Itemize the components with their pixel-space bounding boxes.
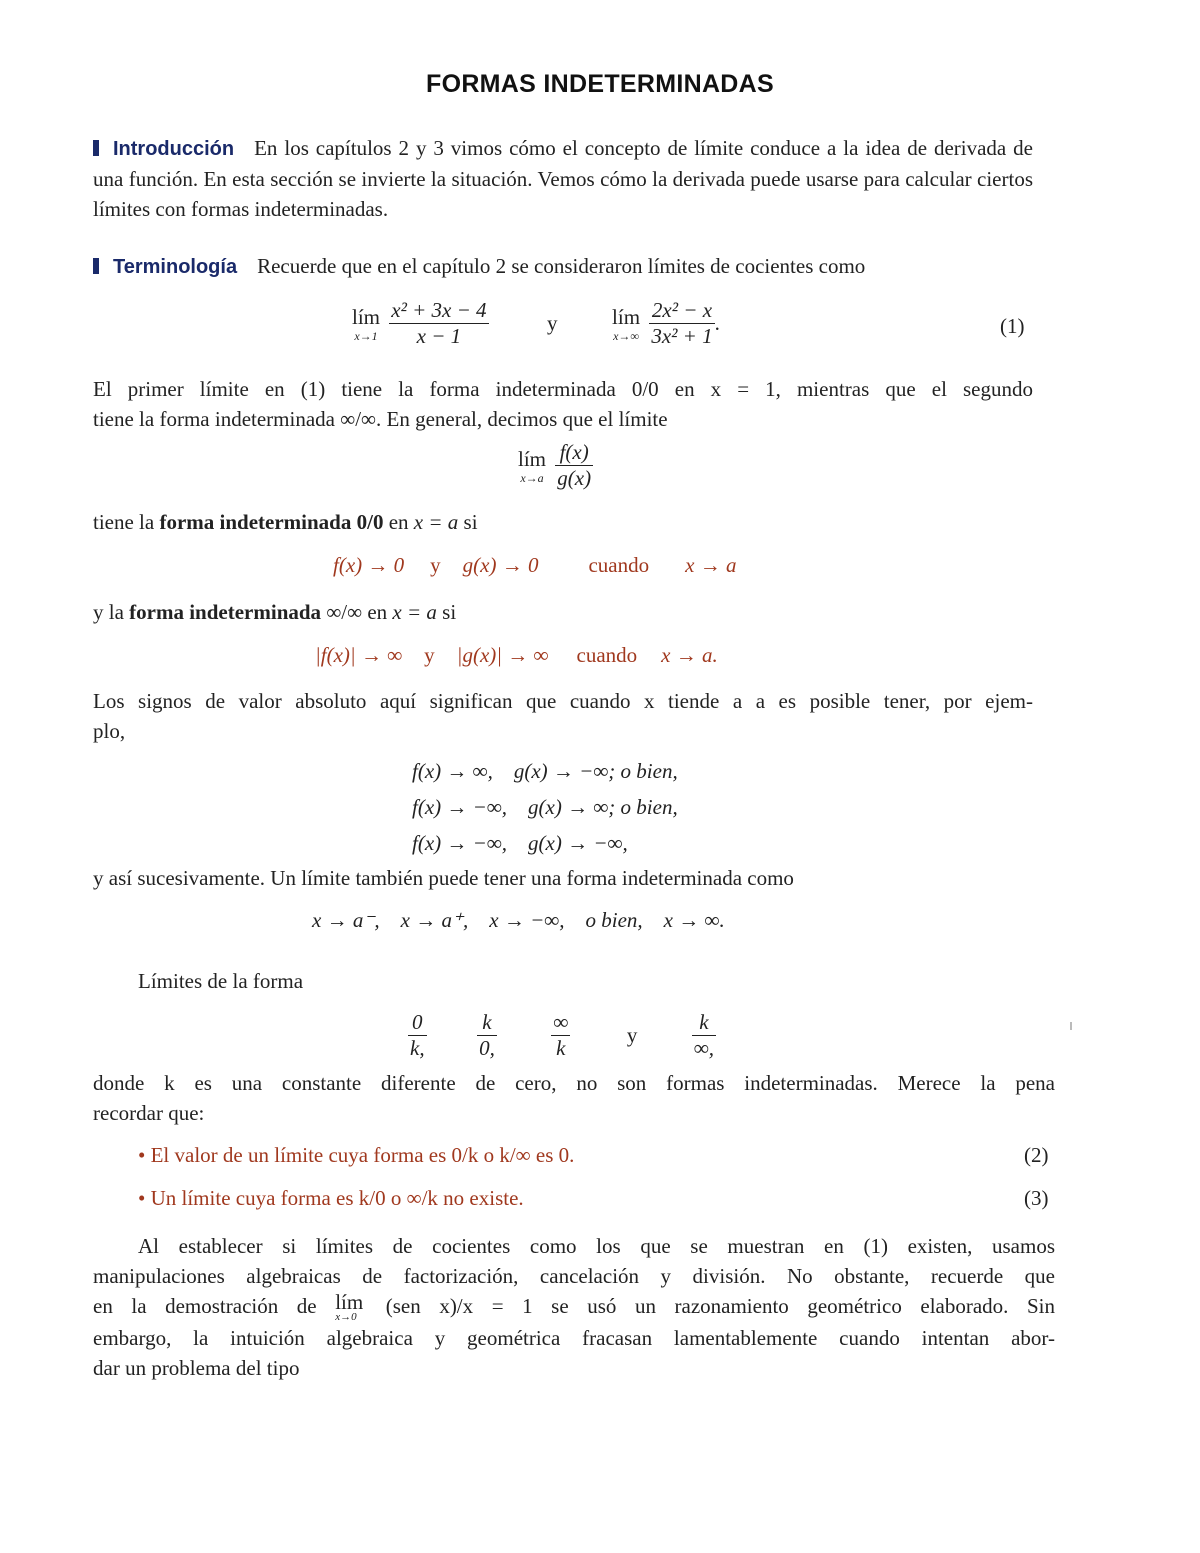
bullet-item: • Un límite cuya forma es k/0 o ∞/k no existe. <box>138 1186 524 1210</box>
inf-inf-paragraph: y la forma indeterminada ∞/∞ en x = a si <box>93 600 457 624</box>
terminologia-text: Recuerde que en el capítulo 2 se consideraron límites de cocientes como <box>257 254 866 278</box>
non-indeterminate-forms: $\frac{0}{k,}$ $\frac{k}{0,}$ $\frac{\infty}{k}$ y $\frac{k}{\infty,}$ <box>410 1010 715 1060</box>
forms-paragraph <box>93 374 1033 434</box>
donde-paragraph <box>93 1068 1055 1128</box>
text-line: Los signos de valor absoluto aquí significan que cuando x tiende a a es posible tener, por ejem- <box>93 689 1033 713</box>
limit-operator: lím x→1 <box>352 305 381 343</box>
limit-operator: lím x→a <box>518 447 547 485</box>
terminologia-paragraph <box>93 251 1033 282</box>
zero-zero-paragraph: tiene la forma indeterminada 0/0 en x = a si <box>93 510 478 534</box>
text-line: plo, <box>93 719 126 743</box>
example-line: f(x) → −∞, g(x) → ∞; o bien, <box>412 795 678 819</box>
equation-number-3: (3) <box>1024 1186 1049 1210</box>
final-paragraph <box>93 1231 1055 1383</box>
fraction: $\frac{f(x)}{g(x)}$ <box>557 440 592 490</box>
inf-inf-condition: |f(x)| → ∞ y |g(x)| → ∞ cuando x → a. <box>315 643 718 667</box>
text-line: embargo, la intuición algebraica y geométrica fracasan lamentablemente cuando intentan abor- <box>93 1326 1055 1351</box>
examples-list <box>412 753 678 861</box>
intro-heading: Introducción <box>113 138 235 160</box>
fraction-left: $\frac{\text{x² + 3x − 4}}{x - 1}$ <box>391 298 487 348</box>
text-line: dar un problema del tipo <box>93 1356 300 1381</box>
equation-number-2: (2) <box>1024 1143 1049 1167</box>
text-line: donde k es una constante diferente de cero, no son formas indeterminadas. Merece la pena <box>93 1071 1055 1095</box>
equation-number-1: (1) <box>1000 314 1025 338</box>
general-limit <box>518 440 593 491</box>
text-line: en la demostración de lím x→0 (sen x)/x = 1 se usó un razonamiento geométrico elaborado. Sin <box>93 1290 1055 1324</box>
fraction: $\frac{k}{0,}$ <box>479 1010 495 1060</box>
text-line: El primer límite en (1) tiene la forma indeterminada 0/0 en x = 1, mientras que el segundo <box>93 377 1033 401</box>
limit-directions: x → a⁻, x → a⁺, x → −∞, o bien, x → ∞. <box>312 908 725 932</box>
text-line: Al establecer si límites de cocientes como los que se muestran en (1) existen, usamos <box>138 1234 1055 1258</box>
example-line: f(x) → −∞, g(x) → −∞, <box>412 831 628 855</box>
zero-zero-condition: f(x) → 0 y g(x) → 0 cuando x → a <box>333 553 737 577</box>
page-title: FORMAS INDETERMINADAS <box>426 70 774 98</box>
fraction: $\frac{0}{k,}$ <box>410 1010 425 1060</box>
limit-operator: lím x→∞ <box>612 305 641 343</box>
bullet-item: • El valor de un límite cuya forma es 0/k o k/∞ es 0. <box>138 1143 575 1167</box>
asi-paragraph: y así sucesivamente. Un límite también puede tener una forma indeterminada como <box>93 866 794 890</box>
fraction: $\frac{k}{\infty,}$ <box>693 1010 715 1060</box>
forma-paragraph: Límites de la forma <box>138 969 304 993</box>
text-line: recordar que: <box>93 1101 205 1125</box>
intro-text: En los capítulos 2 y 3 vimos cómo el concepto de límite conduce a la idea de derivada de una función. En esta sección se invierte la situación. Vemos cómo la derivada puede usarse para calcular ciertos límites con formas indeterminadas. <box>93 136 1033 221</box>
example-line: f(x) → ∞, g(x) → −∞; o bien, <box>412 759 678 783</box>
fraction: $\frac{\infty}{k}$ <box>553 1010 569 1060</box>
absolute-value-paragraph <box>93 686 1033 746</box>
text-line: tiene la forma indeterminada ∞/∞. En general, decimos que el límite <box>93 407 668 431</box>
conjunction: y <box>547 311 558 335</box>
terminologia-heading: Terminología <box>113 256 238 278</box>
fraction-right: $\frac{\text{2x² − x}}{\text{3x² + 1}}$ <box>651 298 713 348</box>
stray-mark <box>1070 1022 1072 1030</box>
equation-1: lím x→1 $\frac{\text{x² + 3x − 4}}{x - 1}$ y lím x→∞ $\frac{\text{2x² − x}}{\text{3x² + 1}}$ . <box>352 298 720 348</box>
section-marker-icon <box>93 140 99 156</box>
text-line: manipulaciones algebraicas de factorización, cancelación y división. No obstante, recuerde que <box>93 1264 1055 1288</box>
intro-paragraph <box>93 133 1033 224</box>
section-marker-icon <box>93 258 99 274</box>
